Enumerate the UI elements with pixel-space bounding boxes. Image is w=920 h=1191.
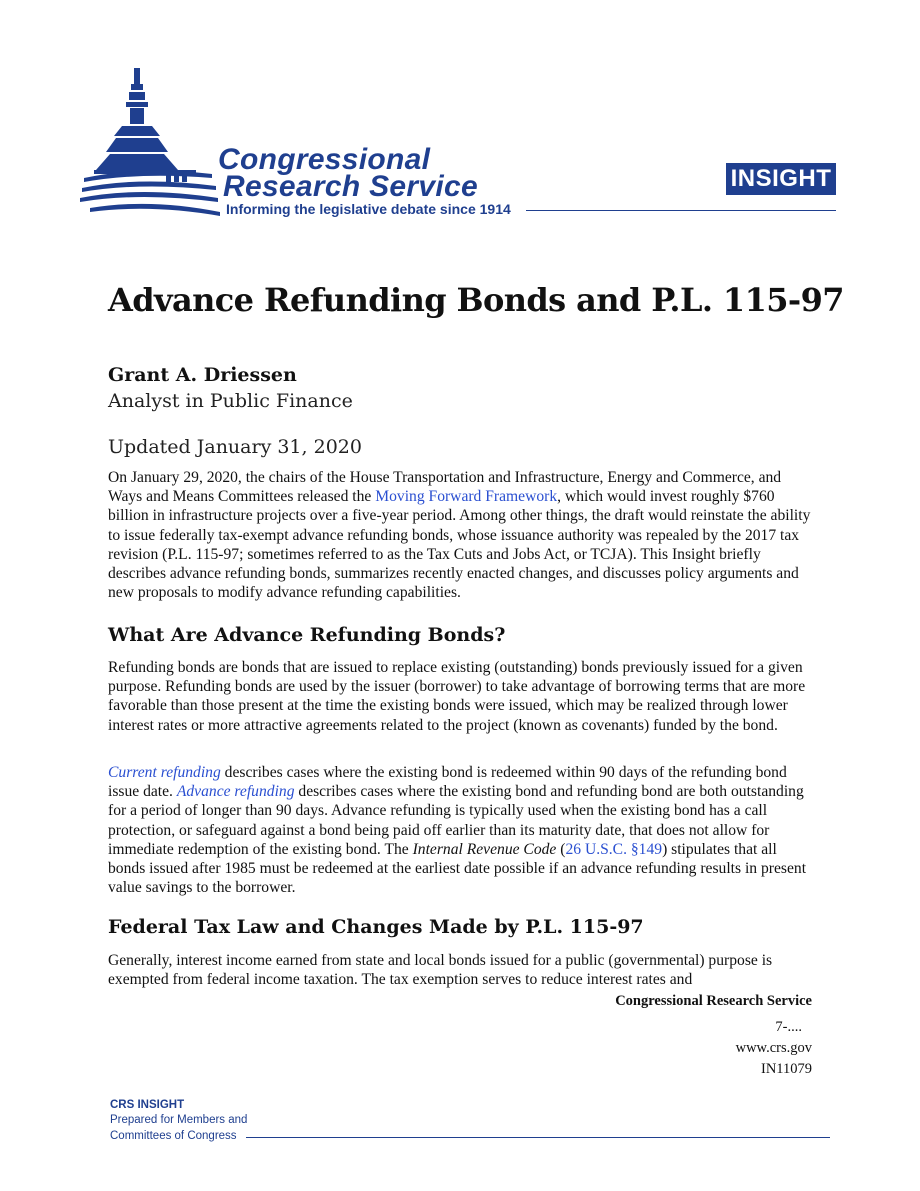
- capitol-dome-logo-icon: [80, 66, 220, 218]
- current-refunding-text-1: describes cases where the existing bond is redeemed within 90 days of the refunding bond issue date.: [108, 764, 787, 801]
- org-name-line2: Research Service: [223, 170, 478, 203]
- advance-refunding-link[interactable]: Advance refunding: [176, 783, 295, 801]
- intro-text-1: On January 29, 2020, the chairs of the House Transportation and Infrastructure, Energy and Commerce, and Ways and Means Committees released the: [108, 469, 782, 506]
- section-heading-advance-refunding: What Are Advance Refunding Bonds?: [108, 624, 506, 646]
- footer-prepared-line: Prepared for Members and: [110, 1114, 248, 1126]
- insight-badge: INSIGHT: [726, 163, 836, 195]
- usc-149-link[interactable]: 26 U.S.C. §149: [565, 840, 663, 858]
- federal-tax-paragraph: Generally, interest income earned from state and local bonds issued for a public (governmental) purpose is exempted from federal income taxation. The tax exemption serves to reduce interest rates and: [108, 952, 773, 989]
- org-tagline: Informing the legislative debate since 1914: [226, 201, 511, 217]
- tagline-divider: [526, 210, 836, 211]
- current-refunding-text-2: describes cases where the existing bond and refunding bond are both outstanding for a period of longer than 90 days. Advance refunding is typically used when the existing bond has a call protection, or safeguard against a bond being paid off earlier than its maturity date, that does not allow for immediate redemption of the existing bond. The: [108, 783, 804, 858]
- footer-org-name: Congressional Research Service: [615, 993, 812, 1009]
- footer-committees-line: Committees of Congress: [110, 1130, 237, 1142]
- section-heading-federal-tax-law: Federal Tax Law and Changes Made by P.L. 115-97: [108, 916, 644, 938]
- intro-text-2: , which would invest roughly $760 billion in infrastructure projects over a five-year period. Among other things, the draft would reinstate the ability to issue federally tax-exempt advance refunding bonds, whose issuance authority was repealed by the 2017 tax revision (P.L. 115-97; sometimes referred to as the Tax Cuts and Jobs Act, or TCJA). This Insight briefly describes advance refunding bonds, summarizes recently enacted changes, and discusses policy arguments and new proposals to modify advance refunding capabilities.: [108, 488, 811, 602]
- footer-url[interactable]: www.crs.gov: [735, 1040, 812, 1056]
- page-number: 7-....: [775, 1019, 802, 1035]
- product-id: IN11079: [760, 1061, 812, 1077]
- footer-divider: [246, 1137, 830, 1138]
- internal-revenue-code-citation: Internal Revenue Code: [412, 840, 557, 858]
- moving-forward-framework-link[interactable]: Moving Forward Framework: [375, 488, 558, 506]
- current-refunding-text-4: ) stipulates that all bonds issued after 1985 must be redeemed at the earliest date possible if an advance refunding results in present value savings to the borrower.: [108, 840, 807, 897]
- current-refunding-link[interactable]: Current refunding: [108, 764, 221, 781]
- org-name-line1: Congressional: [218, 143, 431, 176]
- author-name: Grant A. Driessen: [108, 364, 297, 386]
- document-title: Advance Refunding Bonds and P.L. 115-97: [108, 281, 844, 319]
- refunding-bonds-paragraph: Refunding bonds are bonds that are issued to replace existing (outstanding) bonds previously issued for a given purpose. Refunding bonds are used by the issuer (borrower) to take advantage of borrowing terms that are more favorable than those present at the time the existing bonds were issued, which may be realized through lower interest rates or more attractive agreements related to the project (known as covenants) funded by the bond.: [108, 659, 806, 734]
- author-role: Analyst in Public Finance: [108, 390, 353, 412]
- crs-insight-footer-title: CRS INSIGHT: [110, 1099, 185, 1111]
- intro-paragraph: [108, 468, 814, 602]
- current-refunding-text-3: (: [556, 840, 566, 858]
- updated-date: Updated January 31, 2020: [108, 436, 362, 458]
- current-refunding-paragraph: [108, 763, 814, 897]
